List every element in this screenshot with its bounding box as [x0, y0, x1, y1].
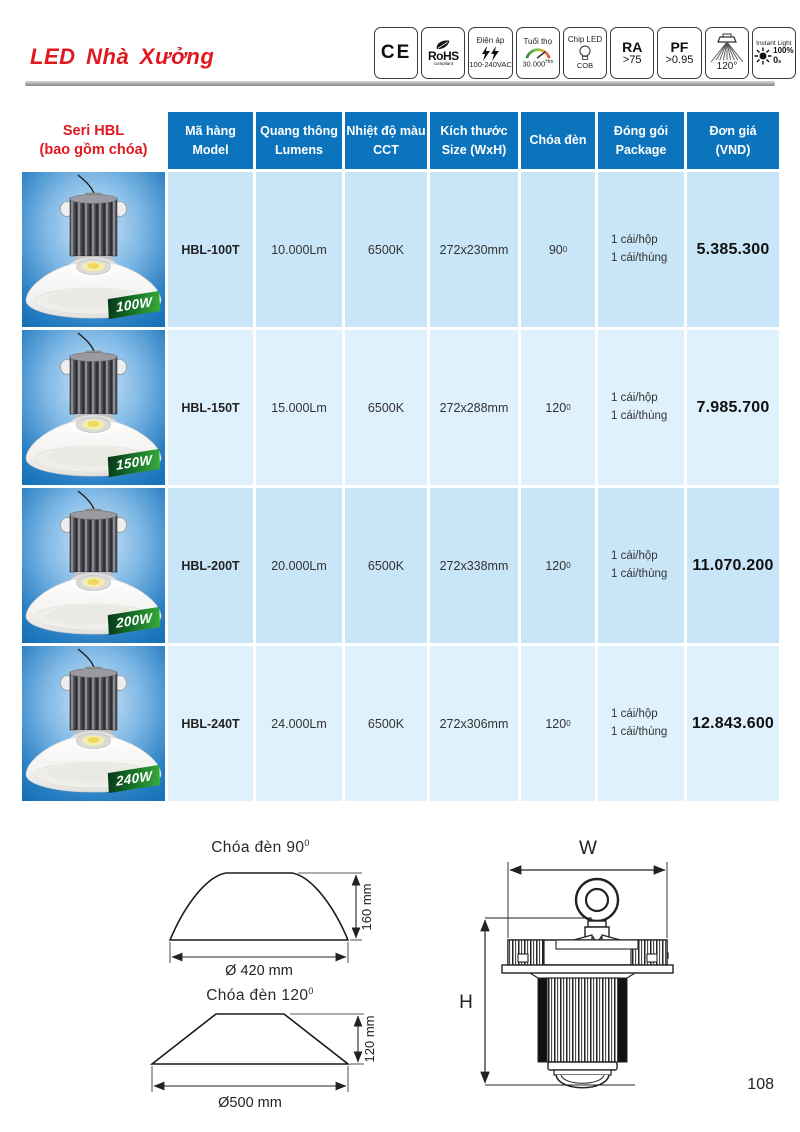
- sun-bulb-icon: [754, 47, 772, 65]
- chip-led-icon: [563, 27, 607, 79]
- chip-title: Chip LED: [567, 35, 603, 45]
- model-cell: HBL-100T: [168, 172, 253, 327]
- package-cell: 1 cái/hộp 1 cái/thùng: [598, 330, 684, 485]
- shade120-title: Chóa đèn $120^0$: [206, 986, 314, 1005]
- lifespan-value: 30.000: [522, 59, 546, 69]
- size-cell: 272x230mm: [430, 172, 518, 327]
- dimension-drawing: [452, 838, 714, 1110]
- lifespan-title: Tuổi thọ: [523, 36, 553, 46]
- shade90-height-label: 160 mm: [359, 883, 374, 931]
- model-cell: HBL-240T: [168, 646, 253, 801]
- header-series: Seri HBL (bao gồm chóa): [22, 112, 165, 169]
- header-cct: Nhiệt độ màu CCT: [345, 112, 427, 169]
- watt-badge: 240W: [107, 765, 160, 793]
- model-cell: HBL-150T: [168, 330, 253, 485]
- instant-title: Instant Light: [756, 39, 792, 47]
- drawing-width-label: W: [579, 838, 597, 859]
- pf-icon: [657, 27, 701, 79]
- package-cell: 1 cái/hộp 1 cái/thùng: [598, 488, 684, 643]
- lifespan-icon: [516, 27, 560, 79]
- header-package: Đóng gói Package: [598, 112, 684, 169]
- model-cell: HBL-200T: [168, 488, 253, 643]
- beam-rays-icon: [708, 33, 746, 73]
- ra-icon: [610, 27, 654, 79]
- watt-badge: 200W: [107, 607, 160, 635]
- header-price: Đơn giá (VND): [687, 112, 779, 169]
- product-table: [22, 112, 779, 801]
- price-cell: 12.843.600: [687, 646, 779, 801]
- voltage-value: 100-240VAC: [469, 59, 512, 69]
- lifespan-unit: Hrs: [545, 59, 554, 65]
- drawing-height-label: H: [459, 992, 473, 1013]
- instant-light-icon: [752, 27, 796, 79]
- shade90-title: Chóa đèn $90^0$: [211, 838, 310, 857]
- cct-cell: 6500K: [345, 330, 427, 485]
- product-photo-hbl-240t: [22, 646, 165, 801]
- page-number: 108: [747, 1076, 774, 1093]
- instant-time-unit: s: [778, 58, 782, 65]
- product-photo-hbl-150t: [22, 330, 165, 485]
- bulb-icon: [577, 45, 593, 62]
- rohs-sub: compliant: [433, 61, 453, 67]
- header-model: Mã hàng Model: [168, 112, 253, 169]
- pf-value: >0.95: [665, 53, 694, 66]
- rohs-icon: [421, 27, 465, 79]
- shade120-height-label: 120 mm: [362, 1015, 377, 1063]
- certification-icons: [374, 27, 796, 79]
- shade90-width-label: Ø 420 mm: [225, 963, 293, 978]
- shade120-width-label: Ø500 mm: [218, 1095, 282, 1111]
- cct-cell: 6500K: [345, 488, 427, 643]
- lumens-cell: 24.000Lm: [256, 646, 342, 801]
- watt-badge: 150W: [107, 449, 160, 477]
- instant-percent: 100%: [773, 46, 794, 56]
- price-cell: 11.070.200: [687, 488, 779, 643]
- package-cell: 1 cái/hộp 1 cái/thùng: [598, 172, 684, 327]
- product-photo-hbl-200t: [22, 488, 165, 643]
- voltage-icon: [468, 27, 512, 79]
- instant-time: 0: [773, 54, 779, 65]
- price-cell: 7.985.700: [687, 330, 779, 485]
- beam-cell: 120 0: [521, 330, 595, 485]
- ra-label: RA: [622, 38, 643, 55]
- voltage-title: Điện áp: [476, 36, 505, 46]
- gauge-icon: [524, 46, 552, 60]
- beam-angle-icon: [705, 27, 749, 79]
- pf-label: PF: [670, 38, 689, 55]
- beam-cell: 120 0: [521, 646, 595, 801]
- header-size: Kích thước Size (WxH): [430, 112, 518, 169]
- header-divider: [25, 81, 775, 86]
- beam-cell: 90 0: [521, 172, 595, 327]
- price-cell: 5.385.300: [687, 172, 779, 327]
- page-title: LED Nhà Xưởng: [30, 44, 215, 69]
- shade120-diagram: [148, 1006, 388, 1114]
- size-cell: 272x338mm: [430, 488, 518, 643]
- product-photo-hbl-100t: [22, 172, 165, 327]
- header-beam: Chóa đèn: [521, 112, 595, 169]
- lumens-cell: 20.000Lm: [256, 488, 342, 643]
- header-lumens: Quang thông Lumens: [256, 112, 342, 169]
- ce-mark-icon: [374, 27, 418, 79]
- ra-value: >75: [622, 53, 642, 66]
- size-cell: 272x288mm: [430, 330, 518, 485]
- package-cell: 1 cái/hộp 1 cái/thùng: [598, 646, 684, 801]
- lightning-bolts-icon: [481, 46, 501, 61]
- chip-value: COB: [576, 60, 594, 70]
- beam-angle-value: 120°: [716, 61, 737, 72]
- lumens-cell: 15.000Lm: [256, 330, 342, 485]
- rohs-label: RoHS: [427, 48, 459, 63]
- beam-cell: 120 0: [521, 488, 595, 643]
- ce-label: CE: [380, 42, 412, 64]
- cct-cell: 6500K: [345, 172, 427, 327]
- size-cell: 272x306mm: [430, 646, 518, 801]
- lumens-cell: 10.000Lm: [256, 172, 342, 327]
- cct-cell: 6500K: [345, 646, 427, 801]
- shade90-diagram: [166, 860, 376, 978]
- watt-badge: 100W: [107, 291, 160, 319]
